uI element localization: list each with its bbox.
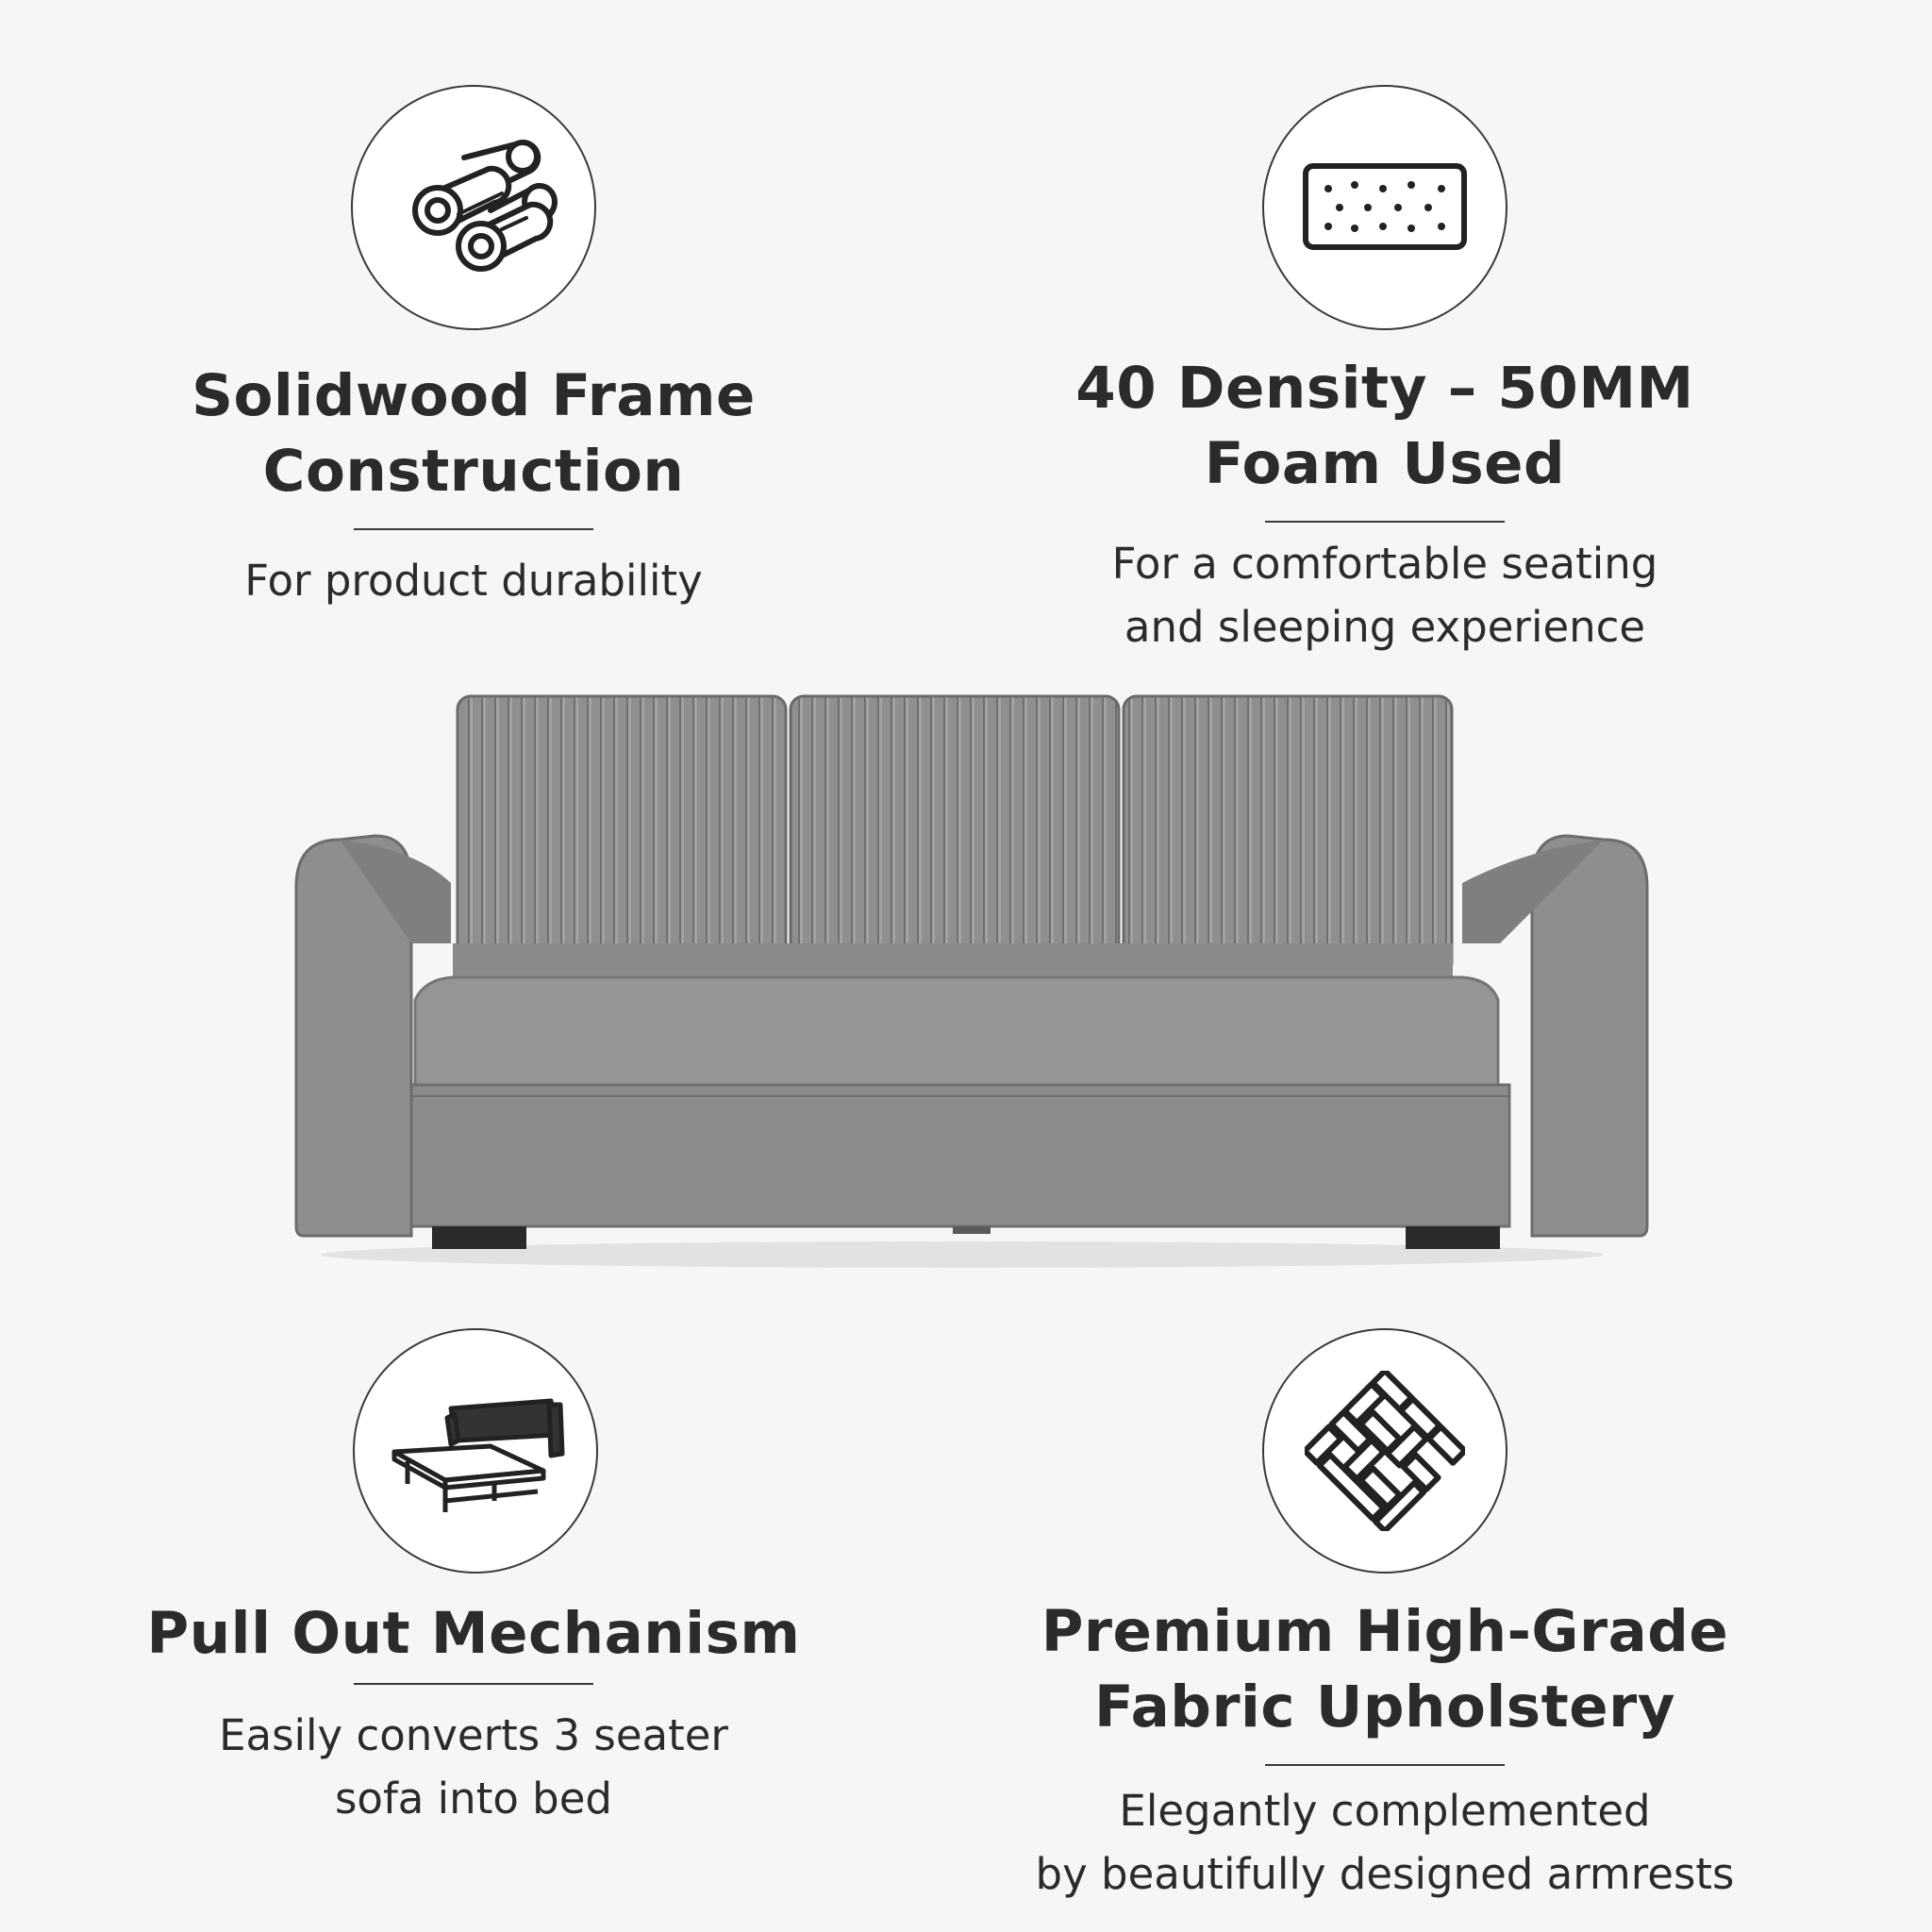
title-line: 40 Density – 50MM <box>1075 355 1694 422</box>
description-line: Elegantly complemented <box>1119 1786 1651 1836</box>
description-line: sofa into bed <box>334 1774 613 1824</box>
title-line: Construction <box>262 438 685 505</box>
title-line: Foam Used <box>1204 430 1566 497</box>
icon-circle <box>351 85 596 330</box>
sofa-illustration <box>283 660 1660 1283</box>
description-line: For product durability <box>244 556 703 606</box>
title-line: Solidwood Frame <box>192 362 756 429</box>
feature-fabric-upholstery <box>960 1328 1809 1906</box>
divider <box>1265 1764 1505 1766</box>
feature-solidwood-frame <box>49 85 898 612</box>
divider <box>354 1683 593 1685</box>
divider <box>1265 521 1505 523</box>
logs-icon <box>389 137 558 278</box>
feature-title <box>49 358 898 509</box>
description-line: Easily converts 3 seater <box>219 1710 728 1760</box>
icon-circle <box>1262 1328 1507 1574</box>
title-line: Premium High-Grade <box>1041 1598 1729 1665</box>
feature-description <box>49 549 898 612</box>
description-line: by beautifully designed armrests <box>1035 1849 1735 1899</box>
description-line: For a comfortable seating <box>1111 539 1658 589</box>
foam-block-icon <box>1300 160 1470 255</box>
feature-description <box>49 1704 898 1830</box>
feature-title <box>960 1594 1809 1745</box>
feature-foam-density <box>960 85 1809 658</box>
title-line: Fabric Upholstery <box>1094 1674 1675 1740</box>
icon-circle <box>1262 85 1507 330</box>
feature-title <box>960 351 1809 502</box>
woven-fabric-icon <box>1305 1371 1465 1531</box>
feature-title <box>49 1596 898 1672</box>
feature-description <box>960 532 1809 658</box>
sofa-product-image <box>283 660 1660 1283</box>
description-line: and sleeping experience <box>1124 602 1646 652</box>
sofa-bed-icon <box>381 1380 570 1522</box>
title-line: Pull Out Mechanism <box>146 1600 801 1667</box>
icon-circle <box>353 1328 598 1574</box>
divider <box>354 528 593 530</box>
feature-description <box>960 1779 1809 1906</box>
